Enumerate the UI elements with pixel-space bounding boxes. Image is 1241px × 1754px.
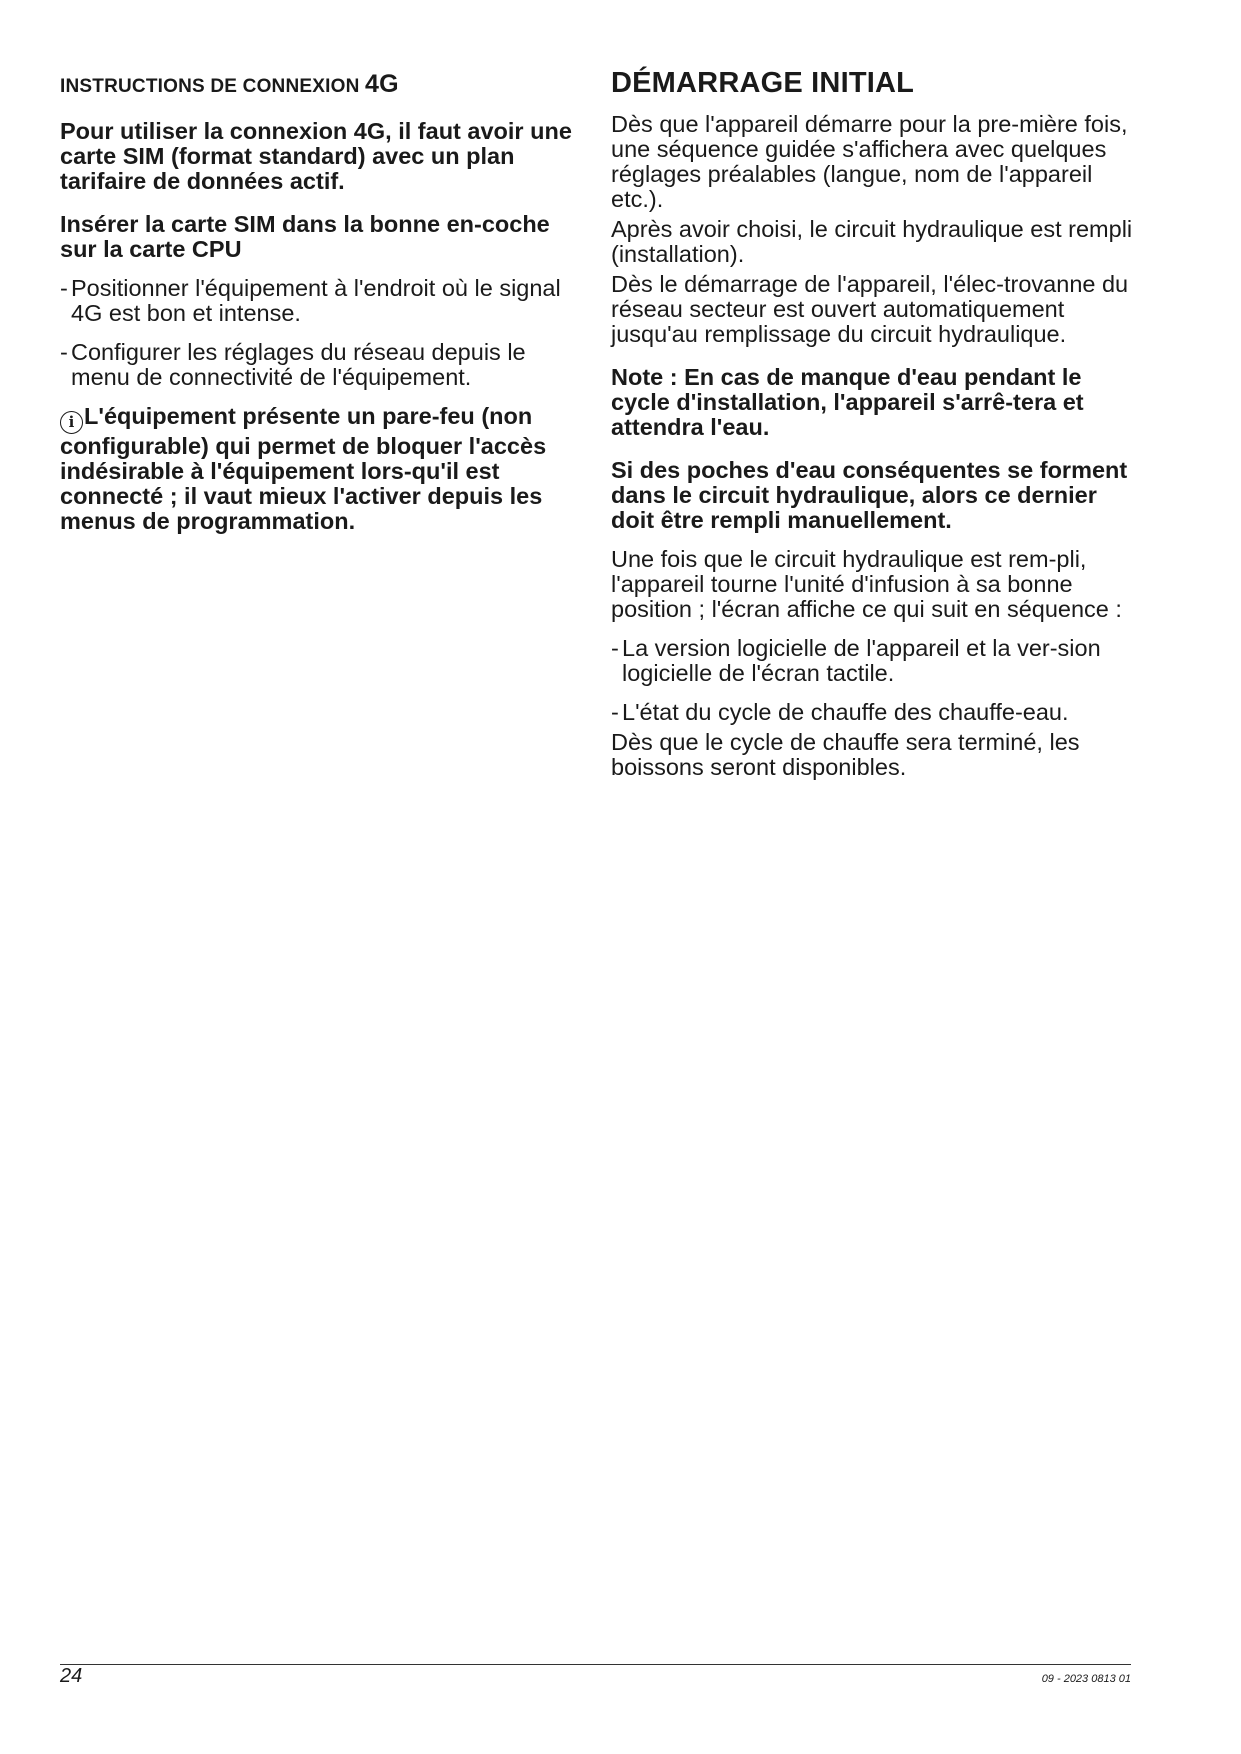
- list-item-text: Configurer les réglages du réseau depuis le menu de connectivité de l'équipement.: [71, 339, 526, 390]
- paragraph-sequence: Une fois que le circuit hydraulique est rem-pli, l'appareil tourne l'unité d'infusion à sa bonne position ; l'écran affiche ce qui suit en séquence :: [611, 546, 1122, 622]
- paragraph-first-start: Dès que l'appareil démarre pour la pre-mière fois, une séquence guidée s'affichera avec quelques réglages préalables (langue, nom de l'appareil etc.).: [611, 111, 1128, 212]
- right-column: [611, 62, 1136, 780]
- bullet-dash: -: [60, 275, 68, 301]
- info-text: L'équipement présente un pare-feu (non configurable) qui permet de bloquer l'accès indésirable à l'équipement lors-qu'il est connecté ; il vaut mieux l'activer depuis les menus de programmation.: [60, 403, 547, 534]
- document-reference: 09 - 2023 0813 01: [1041, 1673, 1131, 1685]
- heading-prefix: INSTRUCTIONS DE CONNEXION: [60, 76, 360, 97]
- list-item-text: La version logicielle de l'appareil et la ver-sion logicielle de l'écran tactile.: [622, 635, 1101, 686]
- intro-paragraph: Pour utiliser la connexion 4G, il faut avoir une carte SIM (format standard) avec un plan tarifaire de données actif.: [60, 118, 572, 194]
- firewall-info-note: [60, 404, 582, 534]
- note-paragraph: Note : En cas de manque d'eau pendant le cycle d'installation, l'appareil s'arrê-tera et attendra l'eau.: [611, 364, 1084, 440]
- warning-paragraph: Si des poches d'eau conséquentes se forment dans le circuit hydraulique, alors ce dernier doit être rempli manuellement.: [611, 457, 1128, 533]
- bullet-dash: -: [60, 339, 68, 365]
- left-column: [60, 62, 582, 534]
- list-item: [611, 700, 1136, 725]
- info-icon: i: [60, 411, 83, 434]
- paragraph-electrovalve: Dès le démarrage de l'appareil, l'élec-trovanne du réseau secteur est ouvert automatiquement jusqu'au remplissage du circuit hydraulique.: [611, 271, 1129, 347]
- section-heading-4g: [60, 70, 582, 98]
- list-item-text: L'état du cycle de chauffe des chauffe-eau.: [622, 699, 1069, 725]
- list-item: [611, 636, 1136, 686]
- heading-suffix: 4G: [365, 70, 399, 98]
- list-item-text: Positionner l'équipement à l'endroit où le signal 4G est bon et intense.: [71, 275, 561, 326]
- list-item: [60, 276, 582, 326]
- page-number: 24: [60, 1665, 83, 1687]
- footer-divider: [60, 1664, 1131, 1665]
- page-title: DÉMARRAGE INITIAL: [611, 67, 915, 99]
- bullet-dash: -: [611, 635, 619, 661]
- bullet-dash: -: [611, 699, 619, 725]
- paragraph-ready: Dès que le cycle de chauffe sera terminé, les boissons seront disponibles.: [611, 729, 1080, 780]
- insert-sim-title: Insérer la carte SIM dans la bonne en-coche sur la carte CPU: [60, 211, 550, 262]
- paragraph-after-choice: Après avoir choisi, le circuit hydraulique est rempli (installation).: [611, 216, 1133, 267]
- list-item: [60, 340, 582, 390]
